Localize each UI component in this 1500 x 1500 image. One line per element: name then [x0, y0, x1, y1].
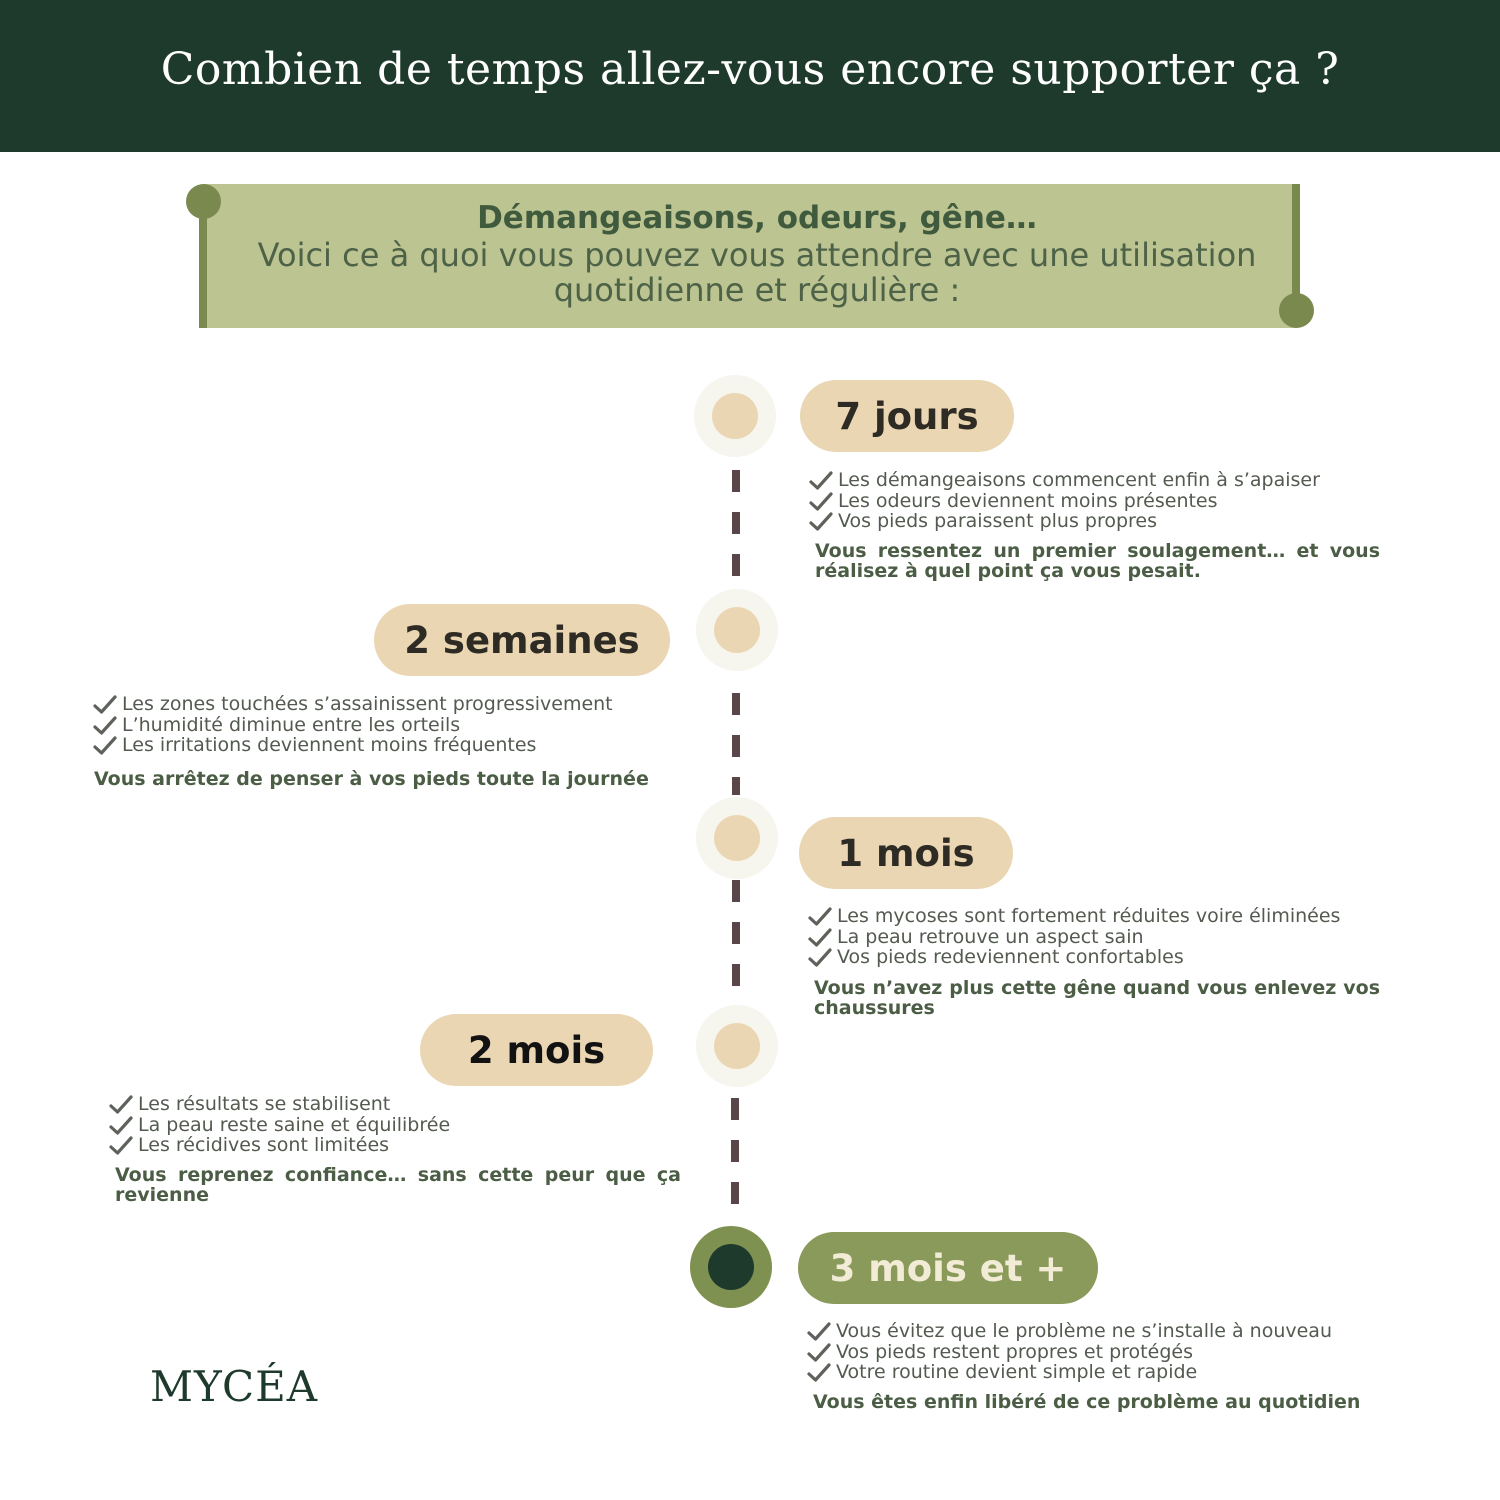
checkmark-icon — [93, 736, 117, 756]
summary-text: Vous reprenez confiance… sans cette peur que ça revienne — [115, 1164, 681, 1206]
list-item — [109, 1115, 450, 1136]
checkmark-icon — [807, 1322, 831, 1342]
list-item — [807, 1342, 1332, 1363]
timeline-node — [696, 797, 778, 879]
timeline-label-pill: 2 mois — [420, 1014, 653, 1086]
checklist — [93, 694, 613, 756]
checkmark-icon — [109, 1136, 133, 1156]
list-item — [807, 1362, 1332, 1383]
list-item-text: Votre routine devient simple et rapide — [836, 1361, 1198, 1383]
list-item-text: Vos pieds redeviennent confortables — [837, 946, 1184, 968]
timeline-connector — [731, 1098, 739, 1210]
list-item — [809, 470, 1320, 491]
intro-text: Voici ce à quoi vous pouvez vous attendre avec une utilisation quotidienne et régulière : — [257, 236, 1257, 309]
timeline-label-pill: 7 jours — [800, 380, 1014, 452]
timeline-connector — [732, 470, 740, 582]
list-item — [93, 694, 613, 715]
list-item-text: Les irritations deviennent moins fréquentes — [122, 734, 537, 756]
list-item-text: Les odeurs deviennent moins présentes — [838, 489, 1218, 512]
timeline-node — [696, 589, 778, 671]
list-item — [109, 1135, 450, 1156]
checkmark-icon — [93, 695, 117, 715]
list-item — [808, 906, 1340, 927]
brand-logo: MYCÉA — [150, 1362, 319, 1411]
timeline-node-core — [714, 815, 760, 861]
list-item-text: Les démangeaisons commencent enfin à s’apaiser — [838, 469, 1320, 491]
summary-text: Vous n’avez plus cette gêne quand vous enlevez vos chaussures — [814, 977, 1380, 1019]
checkmark-icon — [808, 928, 832, 948]
summary-text: Vous arrêtez de penser à vos pieds toute la journée — [94, 768, 649, 790]
list-item — [109, 1094, 450, 1115]
checkmark-icon — [807, 1363, 831, 1383]
checklist — [109, 1094, 450, 1156]
summary-text: Vous ressentez un premier soulagement… et vous réalisez à quel point ça vous pesait. — [815, 540, 1380, 582]
timeline-node-core — [712, 393, 758, 439]
checklist — [808, 906, 1340, 968]
list-item-text: Les mycoses sont fortement réduites voire éliminées — [837, 905, 1341, 927]
list-item-text: Vous évitez que le problème ne s’installe à nouveau — [836, 1320, 1332, 1342]
checkmark-icon — [809, 471, 833, 491]
list-item — [809, 491, 1320, 512]
checkmark-icon — [809, 492, 833, 512]
checklist — [807, 1321, 1332, 1383]
checkmark-icon — [808, 907, 832, 927]
list-item-text: Les résultats se stabilisent — [138, 1093, 391, 1115]
timeline-label-pill: 1 mois — [799, 817, 1013, 889]
timeline-label-pill: 3 mois et + — [798, 1232, 1098, 1304]
timeline-node — [694, 375, 776, 457]
timeline-node — [696, 1005, 778, 1087]
list-item-text: Vos pieds restent propres et protégés — [836, 1340, 1193, 1363]
list-item — [808, 927, 1340, 948]
summary-text: Vous êtes enfin libéré de ce problème au quotidien — [813, 1391, 1361, 1413]
checkmark-icon — [807, 1343, 831, 1363]
checkmark-icon — [93, 716, 117, 736]
timeline-label-pill: 2 semaines — [374, 604, 670, 676]
list-item-text: Les récidives sont limitées — [138, 1134, 390, 1156]
list-item-text: Vos pieds paraissent plus propres — [838, 510, 1158, 532]
list-item — [807, 1321, 1332, 1342]
timeline-connector — [732, 880, 740, 990]
intro-heading: Démangeaisons, odeurs, gêne… — [477, 200, 1037, 236]
list-item-text: Les zones touchées s’assainissent progressivement — [122, 693, 613, 715]
timeline-node-core — [714, 607, 760, 653]
list-item — [808, 947, 1340, 968]
checkmark-icon — [109, 1095, 133, 1115]
checklist — [809, 470, 1320, 532]
checkmark-icon — [109, 1116, 133, 1136]
list-item-text: L’humidité diminue entre les orteils — [122, 713, 461, 736]
page-title: Combien de temps allez-vous encore supporter ça ? — [160, 44, 1340, 95]
timeline-node-core — [708, 1244, 754, 1290]
checkmark-icon — [808, 948, 832, 968]
list-item-text: La peau reste saine et équilibrée — [138, 1113, 451, 1136]
list-item-text: La peau retrouve un aspect sain — [837, 925, 1144, 948]
list-item — [93, 735, 613, 756]
checkmark-icon — [809, 512, 833, 532]
timeline-connector — [732, 693, 740, 795]
list-item — [93, 715, 613, 736]
timeline-node-final — [690, 1226, 772, 1308]
list-item — [809, 511, 1320, 532]
timeline-node-core — [714, 1023, 760, 1069]
